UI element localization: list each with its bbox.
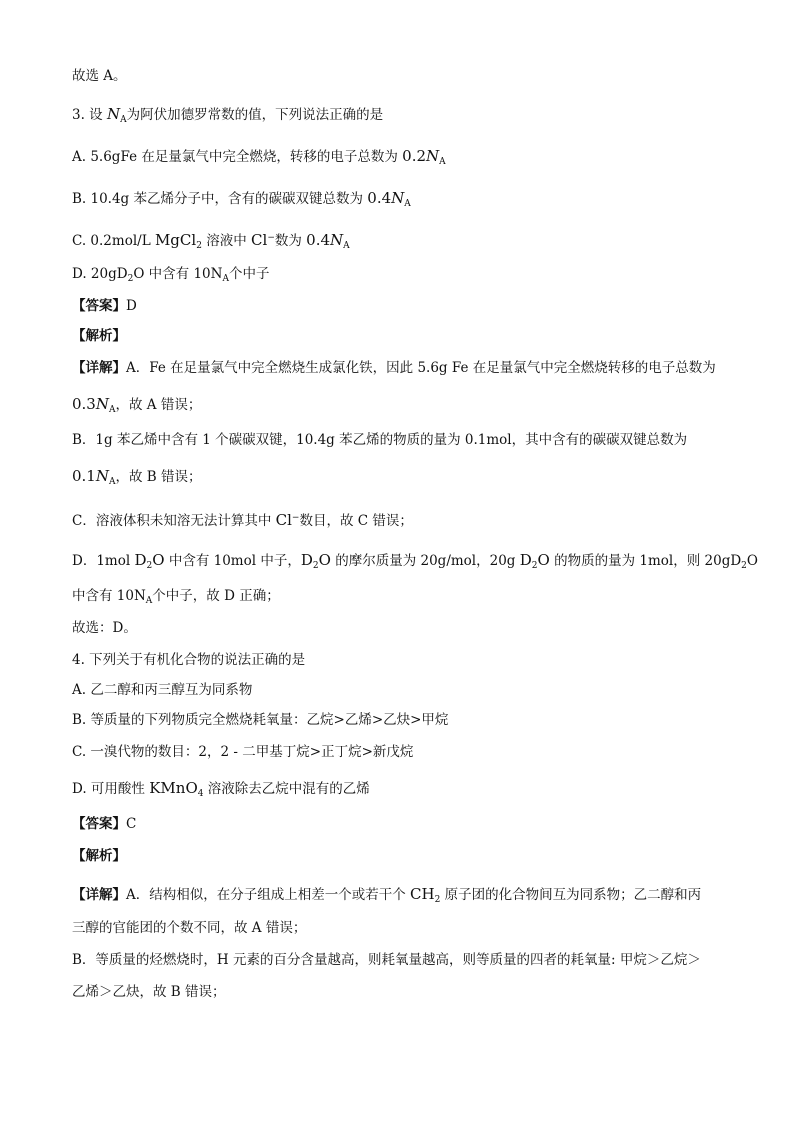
explanation-line: C．溶液体积未知溶无法计算其中 Cl−数目，故 C 错误； — [72, 511, 413, 529]
question-4-option-a: A. 乙二醇和丙三醇互为同系物 — [72, 682, 253, 698]
answer-label: 【答案】C — [72, 816, 137, 832]
question-4-option-b: B. 等质量的下列物质完全燃烧耗氧量：乙烷>乙烯>乙炔>甲烷 — [72, 712, 449, 728]
explanation-line: 中含有 $10N_A$个中子，故 D 正确； — [72, 588, 280, 606]
explanation-line: $0.1N_A$，故 B 错误； — [72, 467, 202, 487]
analysis-label: 【解析】 — [72, 848, 126, 864]
question-3-option-a: A. 5.6gFe 在足量氯气中完全燃烧，转移的电子总数为 $0.2N_A$ — [72, 147, 446, 167]
question-3-option-c: C. 0.2mol/L MgCl$_2$ 溶液中 Cl−数为 $0.4N_A$ — [72, 231, 350, 251]
text-line: 故选：D。 — [72, 620, 137, 636]
explanation-line: B．1g 苯乙烯中含有 1 个碳碳双键，10.4g 苯乙烯的物质的量为 0.1mol，其中含有的碳碳双键总数为 — [72, 432, 688, 448]
explanation-line: 【详解】A．Fe 在足量氯气中完全燃烧生成氯化铁，因此 5.6g Fe 在足量氯气中完全燃烧转移的电子总数为 — [72, 360, 716, 376]
question-3-option-d: D. $20gD_2O$ 中含有 $10N_A$个中子 — [72, 266, 270, 284]
question-3-option-b: B. 10.4g 苯乙烯分子中，含有的碳碳双键总数为 $0.4N_A$ — [72, 189, 411, 209]
question-4-option-d: D. 可用酸性 KMnO$_4$ 溶液除去乙烷中混有的乙烯 — [72, 779, 370, 799]
question-4-option-c: C. 一溴代物的数目：2，2 - 二甲基丁烷>正丁烷>新戊烷 — [72, 744, 414, 760]
explanation-line: D．1mol $D_2O$ 中含有 10mol 中子，$D_2O$ 的摩尔质量为 20g/mol，20g $D_2O$ 的物质的量为 1mol，则 $20gD_2O$ — [72, 551, 758, 571]
question-3-stem: 3. 设 $N_A$为阿伏加德罗常数的值，下列说法正确的是 — [72, 105, 384, 125]
question-4-stem: 4. 下列关于有机化合物的说法正确的是 — [72, 652, 306, 668]
explanation-line: 三醇的官能团的个数不同，故 A 错误； — [72, 920, 307, 936]
explanation-line: 乙烯＞乙炔，故 B 错误； — [72, 984, 226, 1000]
explanation-line: 【详解】A．结构相似，在分子组成上相差一个或若干个 $CH_2$ 原子团的化合物间互为同系物；乙二醇和丙 — [72, 885, 702, 905]
text-line: 故选 A。 — [72, 68, 127, 84]
answer-label: 【答案】D — [72, 298, 137, 314]
explanation-line: B．等质量的烃燃烧时，H 元素的百分含量越高，则耗氧量越高，则等质量的四者的耗氧量: 甲烷＞乙烷＞ — [72, 952, 701, 968]
analysis-label: 【解析】 — [72, 328, 126, 344]
explanation-line: $0.3N_A$，故 A 错误； — [72, 395, 202, 415]
